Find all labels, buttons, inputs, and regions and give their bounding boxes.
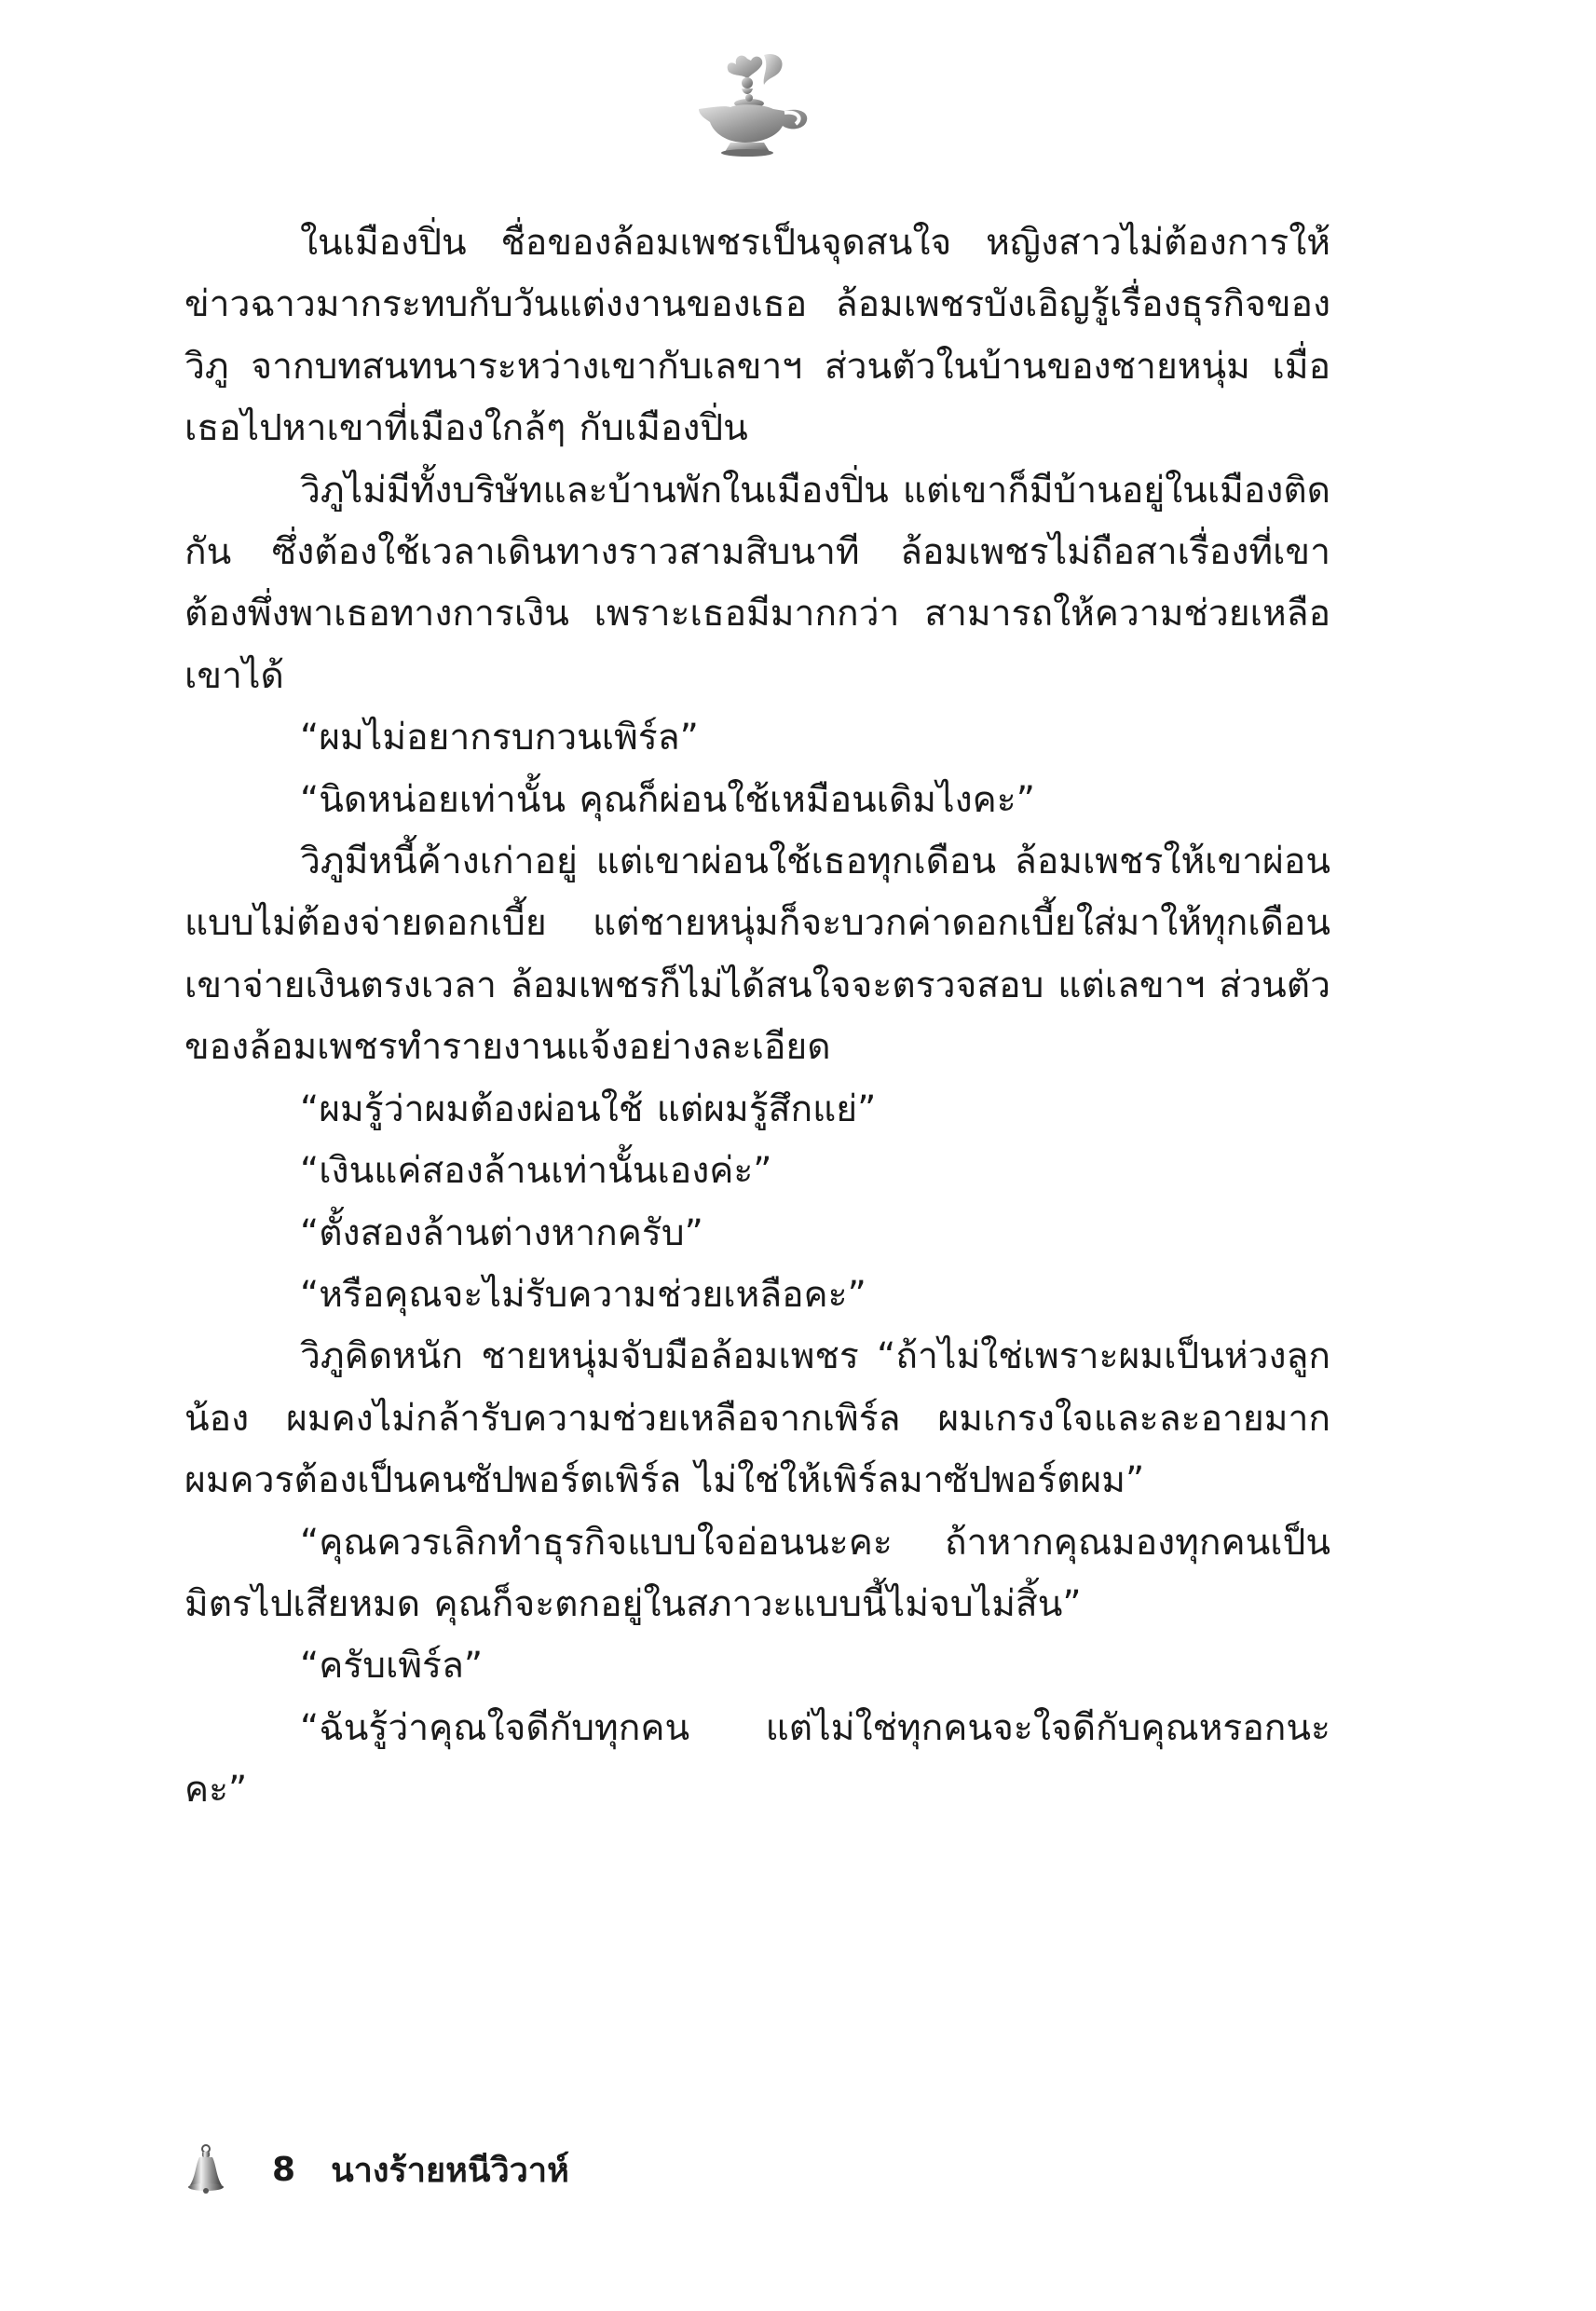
- body-text: [184, 212, 1330, 1822]
- magic-lamp-icon: [689, 51, 820, 158]
- dialogue-line: “ผมรู้ว่าผมต้องผ่อนใช้ แต่ผมรู้สึกแย่”: [300, 1087, 877, 1130]
- dialogue-line: “ตั้งสองล้านต่างหากครับ”: [300, 1211, 703, 1254]
- dialogue-line: “หรือคุณจะไม่รับความช่วยเหลือคะ”: [300, 1273, 866, 1316]
- page-footer: [186, 2141, 839, 2197]
- dialogue-line: “นิดหน่อยเท่านั้น คุณก็ผ่อนใช้เหมือนเดิมไงคะ”: [300, 778, 1035, 821]
- paragraph: ในเมืองปิ่น ชื่อของล้อมเพชรเป็นจุดสนใจ หญิงสาวไม่ต้องการให้ข่าวฉาวมากระทบกับวันแต่งงานของเธอ ล้อมเพชรบังเอิญรู้เรื่องธุรกิจของวิภู จากบทสนทนาระหว่างเขากับเลขาฯ ส่วนตัวในบ้านของชายหนุ่ม เมื่อเธอไปหาเขาที่เมืองใกล้ๆ กับเมืองปิ่น: [184, 222, 1330, 450]
- dialogue-line: “เงินแค่สองล้านเท่านั้นเองค่ะ”: [300, 1150, 772, 1193]
- dialogue-line: “ครับเพิร์ล”: [300, 1645, 484, 1688]
- paragraph: วิภูไม่มีทั้งบริษัทและบ้านพักในเมืองปิ่น แต่เขาก็มีบ้านอยู่ในเมืองติดกัน ซึ่งต้องใช้เวลาเดินทางราวสามสิบนาที ล้อมเพชรไม่ถือสาเรื่องที่เขาต้องพึ่งพาเธอทางการเงิน เพราะเธอมีมากกว่า สามารถให้ความช่วยเหลือเขาได้: [184, 469, 1330, 697]
- dialogue-line: “คุณควรเลิกทำธุรกิจแบบใจอ่อนนะคะ ถ้าหากคุณมองทุกคนเป็นมิตรไปเสียหมด คุณก็จะตกอยู่ในสภาวะแบบนี้ไม่จบไม่สิ้น”: [184, 1521, 1330, 1625]
- dialogue-line: “ฉันรู้ว่าคุณใจดีกับทุกคน แต่ไม่ใช่ทุกคนจะใจดีกับคุณหรอกนะคะ”: [184, 1706, 1330, 1812]
- dialogue-line: “ผมไม่อยากรบกวนเพิร์ล”: [300, 717, 699, 759]
- paragraph: วิภูคิดหนัก ชายหนุ่มจับมือล้อมเพชร “ถ้าไม่ใช่เพราะผมเป็นห่วงลูกน้อง ผมคงไม่กล้ารับความช่วยเหลือจากเพิร์ล ผมเกรงใจและละอายมาก ผมควรต้องเป็นคนซัปพอร์ตเพิร์ล ไม่ใช่ให้เพิร์ลมาซัปพอร์ตผม”: [184, 1335, 1330, 1502]
- paragraph: วิภูมีหนี้ค้างเก่าอยู่ แต่เขาผ่อนใช้เธอทุกเดือน ล้อมเพชรให้เขาผ่อนแบบไม่ต้องจ่ายดอกเบี้ย แต่ชายหนุ่มก็จะบวกค่าดอกเบี้ยใส่มาให้ทุกเดือน เขาจ่ายเงินตรงเวลา ล้อมเพชรก็ไม่ได้สนใจจะตรวจสอบ แต่เลขาฯ ส่วนตัวของล้อมเพชรทำรายงานแจ้งอย่างละเอียด: [184, 841, 1330, 1069]
- page-number: 8: [272, 2150, 296, 2189]
- book-title: นางร้ายหนีวิวาห์: [331, 2151, 569, 2190]
- bell-icon: [186, 2144, 225, 2195]
